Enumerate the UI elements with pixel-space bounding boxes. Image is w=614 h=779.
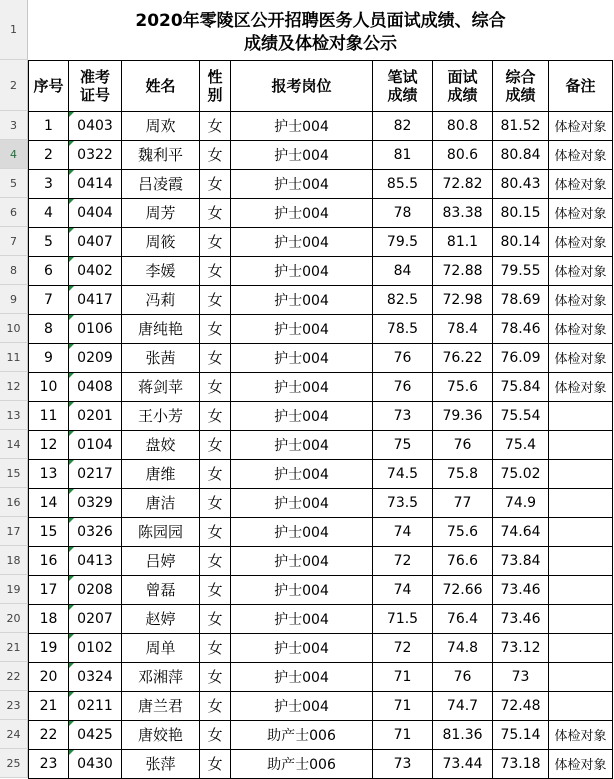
row-number[interactable]: 23 [0,691,28,720]
cell-total-score[interactable]: 73 [493,662,549,691]
table-row [29,256,613,285]
title-line-2: 成绩及体检对象公示 [244,33,398,54]
table-row [29,546,613,575]
cell-note[interactable]: 体检对象 [549,749,613,778]
cell-note[interactable]: 体检对象 [549,140,613,169]
table-row [29,662,613,691]
cell-interview-score[interactable]: 76.4 [433,604,493,633]
cell-name[interactable]: 吕凌霞 [122,169,200,198]
cell-seq[interactable]: 10 [29,372,69,401]
cell-interview-score[interactable]: 76 [433,430,493,459]
table-row [29,575,613,604]
cell-seq[interactable]: 7 [29,285,69,314]
header-exam-id-line2: 证号 [79,85,110,104]
cell-total-score[interactable]: 75.54 [493,401,549,430]
cell-position[interactable]: 护士004 [231,430,373,459]
cell-sex[interactable]: 女 [200,169,231,198]
header-written-line1: 笔试 [387,67,418,86]
cell-total-score[interactable]: 72.48 [493,691,549,720]
cell-total-score[interactable]: 80.43 [493,169,549,198]
cell-written-score[interactable]: 72 [373,546,433,575]
cell-written-score[interactable]: 76 [373,343,433,372]
cell-exam-id[interactable]: 0322 [69,140,122,169]
cell-written-score[interactable]: 73 [373,401,433,430]
cell-name[interactable]: 周欢 [122,111,200,140]
cell-position[interactable]: 护士004 [231,517,373,546]
cell-written-score[interactable]: 71 [373,691,433,720]
cell-written-score[interactable]: 73.5 [373,488,433,517]
cell-sex[interactable]: 女 [200,604,231,633]
header-written[interactable] [373,60,433,111]
cell-exam-id[interactable]: 0209 [69,343,122,372]
cell-total-score[interactable]: 80.15 [493,198,549,227]
row-number[interactable]: 24 [0,720,28,749]
cell-position[interactable]: 护士004 [231,488,373,517]
cell-name[interactable]: 周芳 [122,198,200,227]
table-row [29,227,613,256]
cell-name[interactable]: 周筱 [122,227,200,256]
cell-total-score[interactable]: 75.4 [493,430,549,459]
cell-note[interactable] [549,517,613,546]
cell-seq[interactable]: 21 [29,691,69,720]
cell-note[interactable] [549,604,613,633]
cell-total-score[interactable]: 73.12 [493,633,549,662]
cell-total-score[interactable]: 75.84 [493,372,549,401]
cell-total-score[interactable]: 80.14 [493,227,549,256]
cell-position[interactable]: 护士004 [231,256,373,285]
cell-position[interactable]: 护士004 [231,372,373,401]
cell-total-score[interactable]: 73.18 [493,749,549,778]
cell-written-score[interactable]: 71.5 [373,604,433,633]
cell-note[interactable]: 体检对象 [549,169,613,198]
cell-sex[interactable]: 女 [200,662,231,691]
cell-position[interactable]: 护士004 [231,314,373,343]
cell-name[interactable]: 吕婷 [122,546,200,575]
row-number[interactable]: 17 [0,517,28,546]
row-number[interactable]: 1 [0,0,28,60]
table-row [29,401,613,430]
cell-total-score[interactable]: 78.46 [493,314,549,343]
cell-written-score[interactable]: 78 [373,198,433,227]
cell-name[interactable]: 曾磊 [122,575,200,604]
table-row [29,314,613,343]
title-row [29,0,613,60]
header-interview[interactable] [433,60,493,111]
cell-position[interactable]: 护士004 [231,662,373,691]
cell-interview-score[interactable]: 81.36 [433,720,493,749]
cell-note[interactable]: 体检对象 [549,111,613,140]
cell-total-score[interactable]: 80.84 [493,140,549,169]
cell-name[interactable]: 唐洁 [122,488,200,517]
cell-total-score[interactable]: 73.46 [493,575,549,604]
table-row [29,749,613,778]
cell-name[interactable]: 魏利平 [122,140,200,169]
cell-total-score[interactable]: 73.84 [493,546,549,575]
table-row [29,343,613,372]
cell-seq[interactable]: 22 [29,720,69,749]
cell-exam-id[interactable]: 0414 [69,169,122,198]
cell-position[interactable]: 护士004 [231,633,373,662]
header-row [29,60,613,111]
cell-total-score[interactable]: 81.52 [493,111,549,140]
row-number[interactable]: 13 [0,401,28,430]
cell-written-score[interactable]: 85.5 [373,169,433,198]
cell-interview-score[interactable]: 78.4 [433,314,493,343]
cell-written-score[interactable]: 73 [373,749,433,778]
cell-position[interactable]: 护士004 [231,198,373,227]
cell-interview-score[interactable]: 72.98 [433,285,493,314]
cell-seq[interactable]: 18 [29,604,69,633]
row-number[interactable]: 3 [0,111,28,140]
row-number[interactable]: 14 [0,430,28,459]
cell-exam-id[interactable]: 0329 [69,488,122,517]
cell-exam-id[interactable]: 0102 [69,633,122,662]
cell-sex[interactable]: 女 [200,749,231,778]
cell-seq[interactable]: 20 [29,662,69,691]
cell-position[interactable]: 护士004 [231,169,373,198]
cell-exam-id[interactable]: 0211 [69,691,122,720]
page-title[interactable] [29,0,613,60]
cell-seq[interactable]: 12 [29,430,69,459]
cell-sex[interactable]: 女 [200,546,231,575]
cell-sex[interactable]: 女 [200,285,231,314]
cell-sex[interactable]: 女 [200,575,231,604]
cell-name[interactable]: 张萍 [122,749,200,778]
cell-note[interactable]: 体检对象 [549,372,613,401]
cell-exam-id[interactable]: 0408 [69,372,122,401]
cell-seq[interactable]: 23 [29,749,69,778]
cell-seq[interactable]: 8 [29,314,69,343]
cell-exam-id[interactable]: 0404 [69,198,122,227]
cell-written-score[interactable]: 75 [373,430,433,459]
cell-position[interactable]: 护士004 [231,343,373,372]
cell-interview-score[interactable]: 76.22 [433,343,493,372]
table-row [29,111,613,140]
table-row [29,430,613,459]
cell-interview-score[interactable]: 76 [433,662,493,691]
cell-seq[interactable]: 5 [29,227,69,256]
cell-interview-score[interactable]: 72.88 [433,256,493,285]
table-row [29,488,613,517]
row-number[interactable]: 18 [0,546,28,575]
cell-total-score[interactable]: 76.09 [493,343,549,372]
cell-exam-id[interactable]: 0402 [69,256,122,285]
cell-sex[interactable]: 女 [200,198,231,227]
cell-seq[interactable]: 16 [29,546,69,575]
cell-sex[interactable]: 女 [200,140,231,169]
cell-seq[interactable]: 19 [29,633,69,662]
row-number[interactable]: 2 [0,60,28,111]
cell-sex[interactable]: 女 [200,720,231,749]
cell-position[interactable]: 助产士006 [231,720,373,749]
cell-sex[interactable]: 女 [200,256,231,285]
cell-note[interactable] [549,488,613,517]
cell-sex[interactable]: 女 [200,372,231,401]
header-sex-line1: 性 [207,67,223,86]
cell-total-score[interactable]: 75.14 [493,720,549,749]
cell-position[interactable]: 护士004 [231,111,373,140]
cell-exam-id[interactable]: 0208 [69,575,122,604]
header-seq[interactable]: 序号 [29,60,69,111]
cell-total-score[interactable]: 73.46 [493,604,549,633]
cell-total-score[interactable]: 78.69 [493,285,549,314]
header-written-line2: 成绩 [387,85,418,104]
cell-name[interactable]: 李媛 [122,256,200,285]
cell-position[interactable]: 护士004 [231,227,373,256]
cell-note[interactable]: 体检对象 [549,285,613,314]
cell-total-score[interactable]: 74.9 [493,488,549,517]
cell-position[interactable]: 助产士006 [231,749,373,778]
row-number[interactable]: 20 [0,604,28,633]
cell-written-score[interactable]: 78.5 [373,314,433,343]
cell-written-score[interactable]: 84 [373,256,433,285]
cell-exam-id[interactable]: 0430 [69,749,122,778]
cell-written-score[interactable]: 82.5 [373,285,433,314]
cell-exam-id[interactable]: 0403 [69,111,122,140]
row-number[interactable]: 22 [0,662,28,691]
row-number[interactable]: 21 [0,633,28,662]
cell-exam-id[interactable]: 0407 [69,227,122,256]
cell-interview-score[interactable]: 72.66 [433,575,493,604]
row-number[interactable]: 12 [0,372,28,401]
cell-name[interactable]: 陈园园 [122,517,200,546]
row-number[interactable]: 19 [0,575,28,604]
cell-written-score[interactable]: 79.5 [373,227,433,256]
row-number[interactable]: 9 [0,285,28,314]
table-row [29,459,613,488]
row-number[interactable]: 6 [0,198,28,227]
cell-written-score[interactable]: 74 [373,517,433,546]
row-number[interactable]: 10 [0,314,28,343]
cell-written-score[interactable]: 76 [373,372,433,401]
cell-seq[interactable]: 2 [29,140,69,169]
cell-name[interactable]: 唐维 [122,459,200,488]
cell-name[interactable]: 冯莉 [122,285,200,314]
row-number[interactable]: 11 [0,343,28,372]
header-name[interactable]: 姓名 [122,60,200,111]
header-exam-id-line1: 准考 [79,67,110,86]
cell-note[interactable] [549,401,613,430]
cell-interview-score[interactable]: 79.36 [433,401,493,430]
cell-note[interactable]: 体检对象 [549,198,613,227]
cell-sex[interactable]: 女 [200,633,231,662]
row-number[interactable]: 25 [0,749,28,778]
cell-position[interactable]: 护士004 [231,691,373,720]
cell-sex[interactable]: 女 [200,430,231,459]
cell-sex[interactable]: 女 [200,517,231,546]
cell-sex[interactable]: 女 [200,401,231,430]
cell-name[interactable]: 唐姣艳 [122,720,200,749]
header-interview-line1: 面试 [447,67,478,86]
header-sex[interactable] [200,60,231,111]
row-number[interactable]: 15 [0,459,28,488]
table-row [29,633,613,662]
cell-exam-id[interactable]: 0217 [69,459,122,488]
cell-interview-score[interactable]: 75.8 [433,459,493,488]
cell-interview-score[interactable]: 77 [433,488,493,517]
cell-seq[interactable]: 4 [29,198,69,227]
cell-interview-score[interactable]: 83.38 [433,198,493,227]
cell-note[interactable] [549,459,613,488]
cell-seq[interactable]: 6 [29,256,69,285]
cell-written-score[interactable]: 71 [373,662,433,691]
cell-interview-score[interactable]: 72.82 [433,169,493,198]
cell-interview-score[interactable]: 76.6 [433,546,493,575]
cell-position[interactable]: 护士004 [231,604,373,633]
cell-written-score[interactable]: 72 [373,633,433,662]
cell-sex[interactable]: 女 [200,459,231,488]
cell-position[interactable]: 护士004 [231,459,373,488]
cell-exam-id[interactable]: 0324 [69,662,122,691]
cell-seq[interactable]: 15 [29,517,69,546]
cell-written-score[interactable]: 82 [373,111,433,140]
cell-sex[interactable]: 女 [200,314,231,343]
cell-name[interactable]: 赵婷 [122,604,200,633]
cell-name[interactable]: 周单 [122,633,200,662]
cell-note[interactable]: 体检对象 [549,720,613,749]
cell-interview-score[interactable]: 73.44 [433,749,493,778]
cell-seq[interactable]: 14 [29,488,69,517]
cell-seq[interactable]: 9 [29,343,69,372]
cell-note[interactable] [549,546,613,575]
cell-interview-score[interactable]: 75.6 [433,372,493,401]
header-exam-id[interactable] [69,60,122,111]
cell-exam-id[interactable]: 0417 [69,285,122,314]
cell-interview-score[interactable]: 80.6 [433,140,493,169]
cell-interview-score[interactable]: 75.6 [433,517,493,546]
table-row [29,691,613,720]
table-row [29,140,613,169]
cell-note[interactable] [549,662,613,691]
table-row [29,604,613,633]
cell-note[interactable]: 体检对象 [549,314,613,343]
header-total-line2: 成绩 [505,85,536,104]
cell-note[interactable] [549,633,613,662]
cell-written-score[interactable]: 81 [373,140,433,169]
cell-sex[interactable]: 女 [200,691,231,720]
cell-interview-score[interactable]: 81.1 [433,227,493,256]
title-line-1: 2020年零陵区公开招聘医务人员面试成绩、综合 [135,10,506,31]
cell-position[interactable]: 护士004 [231,285,373,314]
table-row [29,285,613,314]
header-sex-line2: 别 [207,85,223,104]
cell-name[interactable]: 蒋剑苹 [122,372,200,401]
cell-name[interactable]: 邓湘萍 [122,662,200,691]
cell-position[interactable]: 护士004 [231,546,373,575]
cell-total-score[interactable]: 74.64 [493,517,549,546]
cell-written-score[interactable]: 74.5 [373,459,433,488]
cell-position[interactable]: 护士004 [231,575,373,604]
cell-note[interactable]: 体检对象 [549,343,613,372]
cell-interview-score[interactable]: 74.8 [433,633,493,662]
cell-interview-score[interactable]: 74.7 [433,691,493,720]
cell-name[interactable]: 张茜 [122,343,200,372]
cell-note[interactable] [549,691,613,720]
cell-position[interactable]: 护士004 [231,140,373,169]
cell-seq[interactable]: 11 [29,401,69,430]
cell-seq[interactable]: 3 [29,169,69,198]
cell-name[interactable]: 唐纯艳 [122,314,200,343]
cell-note[interactable] [549,575,613,604]
table-row [29,198,613,227]
cell-note[interactable]: 体检对象 [549,256,613,285]
cell-exam-id[interactable]: 0326 [69,517,122,546]
cell-exam-id[interactable]: 0106 [69,314,122,343]
row-number[interactable]: 8 [0,256,28,285]
cell-name[interactable]: 唐兰君 [122,691,200,720]
cell-name[interactable]: 盘姣 [122,430,200,459]
cell-exam-id[interactable]: 0201 [69,401,122,430]
header-note[interactable]: 备注 [549,60,613,111]
cell-seq[interactable]: 17 [29,575,69,604]
cell-note[interactable] [549,430,613,459]
results-table [28,0,613,779]
cell-exam-id[interactable]: 0104 [69,430,122,459]
cell-sex[interactable]: 女 [200,488,231,517]
table-row [29,517,613,546]
header-position[interactable]: 报考岗位 [231,60,373,111]
cell-total-score[interactable]: 75.02 [493,459,549,488]
cell-seq[interactable]: 13 [29,459,69,488]
cell-written-score[interactable]: 74 [373,575,433,604]
cell-sex[interactable]: 女 [200,343,231,372]
cell-note[interactable]: 体检对象 [549,227,613,256]
cell-total-score[interactable]: 79.55 [493,256,549,285]
cell-written-score[interactable]: 71 [373,720,433,749]
row-number[interactable]: 16 [0,488,28,517]
cell-interview-score[interactable]: 80.8 [433,111,493,140]
cell-exam-id[interactable]: 0413 [69,546,122,575]
cell-sex[interactable]: 女 [200,111,231,140]
table-row [29,372,613,401]
cell-exam-id[interactable]: 0207 [69,604,122,633]
header-total-line1: 综合 [505,67,536,86]
header-interview-line2: 成绩 [447,85,478,104]
table-row [29,169,613,198]
cell-position[interactable]: 护士004 [231,401,373,430]
table-row [29,720,613,749]
cell-name[interactable]: 王小芳 [122,401,200,430]
cell-exam-id[interactable]: 0425 [69,720,122,749]
row-number[interactable]: 4 [0,140,28,169]
cell-seq[interactable]: 1 [29,111,69,140]
row-number[interactable]: 5 [0,169,28,198]
cell-sex[interactable]: 女 [200,227,231,256]
header-total[interactable] [493,60,549,111]
row-number[interactable]: 7 [0,227,28,256]
